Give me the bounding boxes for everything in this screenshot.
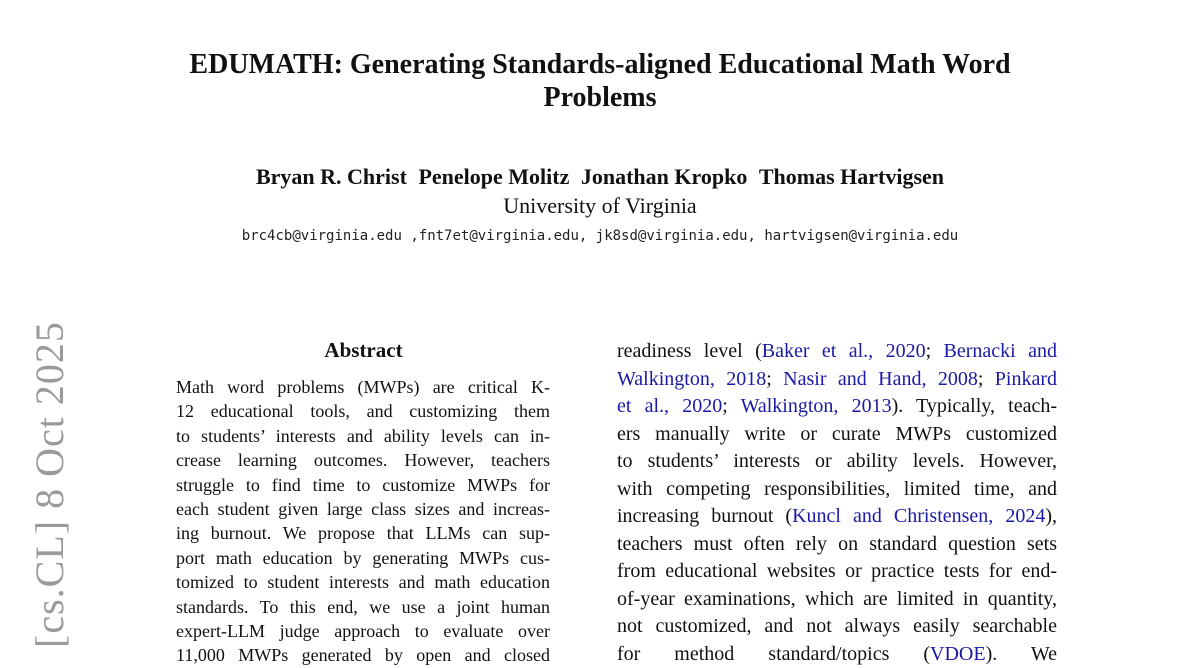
intro-line: increasing burnout (Kuncl and Christensen, 2024), xyxy=(617,503,1057,531)
citation-link[interactable]: Walkington, 2013 xyxy=(741,395,892,417)
abstract-body xyxy=(176,375,550,668)
abstract-line: ing burnout. We propose that LLMs can sup- xyxy=(176,521,550,545)
citation-link[interactable]: Bernacki and xyxy=(944,340,1057,362)
author-emails: brc4cb@virginia.edu ,fnt7et@virginia.edu, jk8sd@virginia.edu, hartvigsen@virginia.edu xyxy=(0,227,1200,245)
abstract-line: each student given large class sizes and increas- xyxy=(176,497,550,521)
citation-link[interactable]: Pinkard xyxy=(995,368,1057,390)
citation-link[interactable]: Nasir and Hand, 2008 xyxy=(783,368,978,390)
intro-line: ers manually write or curate MWPs customized xyxy=(617,421,1057,449)
abstract-line: to students’ interests and ability levels can in- xyxy=(176,424,550,448)
abstract-line: standards. To this end, we use a joint human xyxy=(176,595,550,619)
abstract-line: struggle to find time to customize MWPs for xyxy=(176,473,550,497)
abstract-line: crease learning outcomes. However, teachers xyxy=(176,448,550,472)
author-name: Bryan R. Christ xyxy=(256,164,407,189)
citation-link[interactable]: VDOE xyxy=(930,643,986,665)
arxiv-identifier-stamp: [cs.CL] 8 Oct 2025 xyxy=(26,321,74,648)
abstract-line: 12 educational tools, and customizing them xyxy=(176,399,550,423)
author-name: Jonathan Kropko xyxy=(581,164,747,189)
abstract-heading: Abstract xyxy=(176,336,551,364)
citation-link[interactable]: Baker et al., 2020 xyxy=(762,340,926,362)
author-name: Thomas Hartvigsen xyxy=(759,164,944,189)
intro-line: Walkington, 2018; Nasir and Hand, 2008; Pinkard xyxy=(617,366,1057,394)
author-name: Penelope Molitz xyxy=(418,164,569,189)
intro-line: teachers must often rely on standard question sets xyxy=(617,531,1057,559)
paper-title: EDUMATH: Generating Standards-aligned Educational Math Word Problems xyxy=(150,48,1050,114)
abstract-line: 11,000 MWPs generated by open and closed xyxy=(176,643,550,667)
intro-line: not customized, and not always easily searchable xyxy=(617,613,1057,641)
abstract-line: expert-LLM judge approach to evaluate over xyxy=(176,619,550,643)
abstract-line: Math word problems (MWPs) are critical K- xyxy=(176,375,550,399)
citation-link[interactable]: Walkington, 2018 xyxy=(617,368,766,390)
citation-link[interactable]: Kuncl and Christensen, 2024 xyxy=(792,505,1045,527)
abstract-line: port math education by generating MWPs cus- xyxy=(176,546,550,570)
citation-link[interactable]: et al., 2020 xyxy=(617,395,722,417)
intro-line: for method standard/topics (VDOE). We xyxy=(617,641,1057,668)
intro-line: from educational websites or practice tests for end- xyxy=(617,558,1057,586)
intro-line: et al., 2020; Walkington, 2013). Typically, teach- xyxy=(617,393,1057,421)
intro-line: to students’ interests or ability levels. However, xyxy=(617,448,1057,476)
introduction-text xyxy=(617,338,1057,668)
intro-line: with competing responsibilities, limited time, and xyxy=(617,476,1057,504)
intro-line: of-year examinations, which are limited in quantity, xyxy=(617,586,1057,614)
author-list xyxy=(0,163,1200,191)
intro-line: readiness level (Baker et al., 2020; Bernacki and xyxy=(617,338,1057,366)
author-affiliation: University of Virginia xyxy=(0,192,1200,220)
abstract-line: tomized to student interests and math education xyxy=(176,570,550,594)
